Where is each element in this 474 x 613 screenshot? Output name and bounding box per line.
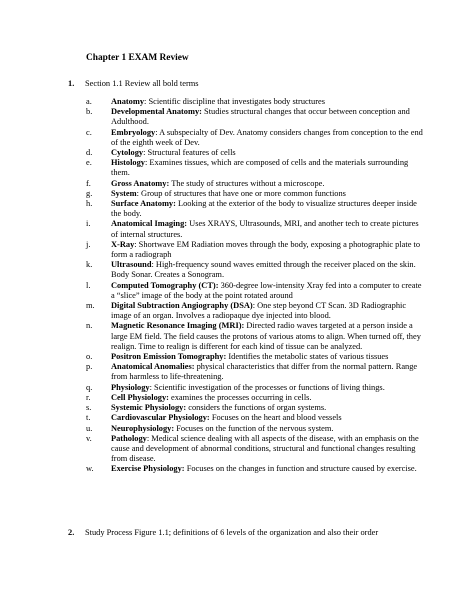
term-definition: Focuses on the changes in function and structure caused by exercise.: [184, 464, 417, 474]
term-name: Cytology: [111, 148, 144, 158]
term-name: Surface Anatomy:: [111, 199, 176, 209]
list-item-letter: o.: [86, 352, 93, 362]
list-item-letter: w.: [86, 464, 94, 474]
list-item: [86, 403, 426, 413]
term-definition: examines the processes occurring in cells.: [168, 392, 312, 402]
list-item-letter: a.: [86, 97, 92, 106]
list-item-letter: i.: [86, 219, 91, 229]
term-name: Neurophysiology:: [111, 423, 175, 433]
list-item: [86, 434, 426, 465]
list-item: [86, 362, 426, 382]
term-definition: Directed radio waves targeted at a person inside a large EM field. The field causes the protons of various atoms to align. When turned off, they realign. Time to realign is different for each kind of tissue can be analyzed.: [111, 321, 421, 351]
list-item-letter: l.: [86, 280, 91, 290]
term-name: System: [111, 188, 137, 198]
term-definition: physical characteristics that differ from the normal pattern. Range from harmless to life-threatening.: [111, 362, 418, 382]
list-item-letter: h.: [86, 199, 93, 209]
list-item: [86, 260, 426, 280]
term-name: Physiology: [111, 382, 150, 392]
term-definition: The study of structures without a microscope.: [169, 178, 325, 188]
list-item: [86, 424, 426, 434]
list-item: [86, 464, 426, 474]
term-definition: : Group of structures that have one or more common functions: [136, 188, 346, 198]
list-item-letter: d.: [86, 148, 93, 158]
term-definition: considers the functions of organ systems.: [186, 403, 327, 413]
page-title: Chapter 1 EXAM Review: [86, 53, 189, 63]
term-name: Embryology: [111, 127, 156, 137]
term-definition: Looking at the exterior of the body to visualize structures deeper inside the body.: [111, 199, 417, 219]
list-item-letter: c.: [86, 127, 92, 137]
term-name: Magnetic Resonance Imaging (MRI):: [111, 321, 245, 331]
term-name: Ultrasound: [111, 260, 152, 270]
list-item: [86, 107, 426, 127]
term-name: Pathology: [111, 433, 147, 443]
list-item: [86, 219, 426, 239]
term-definition: : One step beyond CT Scan. 3D Radiographic image of an organ. Involves a radiopaque dye injected into blood.: [111, 301, 407, 321]
list-item-letter: b.: [86, 107, 93, 117]
term-definition: Focuses on the function of the nervous system.: [174, 423, 334, 433]
list-item-letter: e.: [86, 158, 92, 168]
term-definition: : A subspecialty of Dev. Anatomy considers changes from conception to the end of the eighth week of Dev.: [111, 127, 423, 147]
question-number: 2.: [68, 528, 75, 537]
term-name: X-Ray: [111, 239, 135, 249]
term-name: Gross Anatomy:: [111, 178, 170, 188]
term-definition: : Shortwave EM Radiation moves through the body, exposing a photographic plate to form a radiograph: [111, 239, 421, 260]
list-item: [86, 148, 426, 158]
list-item: [86, 383, 426, 393]
list-item: [86, 128, 426, 148]
list-item: [86, 240, 426, 260]
list-item: [86, 199, 426, 219]
list-item-letter: p.: [86, 362, 93, 372]
list-item-letter: r.: [86, 392, 91, 402]
list-item: [86, 97, 426, 107]
list-item-letter: n.: [86, 321, 93, 331]
term-name: Histology: [111, 158, 145, 168]
term-name: Anatomy: [111, 97, 145, 106]
term-definition: : High-frequency sound waves emitted through the receiver placed on the skin. Body Sonar. Creates a Sonogram.: [111, 260, 416, 280]
term-definition: Uses XRAYS, Ultrasounds, MRI, and another tech to create pictures of internal structures.: [111, 219, 419, 239]
term-definition: 360-degree low-intensity Xray fed into a computer to create a “slice” image of the body at the point rotated around: [111, 280, 422, 300]
list-item-letter: t.: [86, 413, 91, 423]
term-name: Computed Tomography (CT):: [111, 280, 219, 290]
term-name: Developmental Anatomy:: [111, 107, 202, 117]
question-number: 1.: [68, 79, 75, 88]
list-item: [86, 413, 426, 423]
list-item-letter: u.: [86, 423, 93, 433]
list-item-letter: f.: [86, 178, 91, 188]
list-item-letter: g.: [86, 188, 93, 198]
term-definition: Identifies the metabolic states of various tissues: [226, 352, 389, 362]
term-list: [86, 97, 426, 475]
term-definition: : Scientific investigation of the processes or functions of living things.: [149, 382, 385, 392]
list-item: [86, 352, 426, 362]
term-name: Exercise Physiology:: [111, 464, 185, 474]
question-text: Section 1.1 Review all bold terms: [85, 79, 199, 88]
term-definition: : Scientific discipline that investigates body structures: [144, 97, 326, 106]
list-item: [86, 189, 426, 199]
list-item-letter: v.: [86, 433, 92, 443]
term-name: Systemic Physiology:: [111, 403, 187, 413]
list-item-letter: s.: [86, 403, 92, 413]
term-name: Cell Physiology:: [111, 392, 169, 402]
term-name: Cardiovascular Physiology:: [111, 413, 210, 423]
list-item: [86, 393, 426, 403]
list-item-letter: j.: [86, 239, 91, 249]
term-definition: : Medical science dealing with all aspects of the disease, with an emphasis on the cause and development of abnormal conditions, structural and functional changes resulting from disease.: [111, 433, 419, 464]
list-item: [86, 301, 426, 321]
list-item: [86, 321, 426, 352]
term-definition: Studies structural changes that occur between conception and Adulthood.: [111, 107, 410, 127]
list-item-letter: q.: [86, 382, 93, 392]
question-text: Study Process Figure 1.1; definitions of 6 levels of the organization and also their order: [85, 528, 379, 537]
term-name: Positron Emission Tomography:: [111, 352, 227, 362]
list-item: [86, 179, 426, 189]
term-name: Anatomical Imaging:: [111, 219, 188, 229]
list-item: [86, 281, 426, 301]
term-name: Digital Subtraction Angiography (DSA): [111, 301, 253, 311]
term-name: Anatomical Anomalies:: [111, 362, 195, 372]
list-item-letter: k.: [86, 260, 93, 270]
term-definition: : Examines tissues, which are composed of cells and the materials surrounding them.: [111, 158, 409, 178]
term-definition: : Structural features of cells: [143, 148, 236, 158]
list-item-letter: m.: [86, 301, 95, 311]
term-definition: Focuses on the heart and blood vessels: [209, 413, 342, 423]
list-item: [86, 158, 426, 178]
